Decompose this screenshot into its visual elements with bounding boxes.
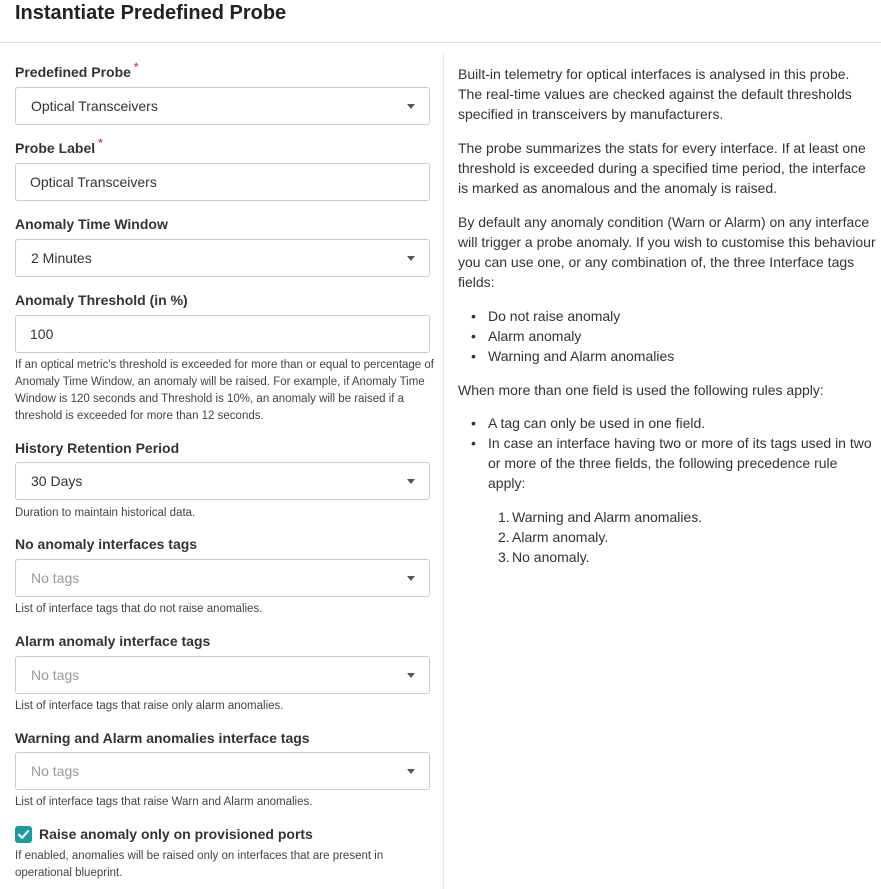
required-marker: *	[133, 60, 139, 74]
history-retention-label: History Retention Period	[15, 440, 180, 456]
provisioned-ports-help: If enabled, anomalies will be raised only on interfaces that are present in operational blueprint.	[15, 850, 384, 879]
header-divider	[0, 42, 881, 43]
list-text: Alarm anomaly.	[512, 529, 609, 545]
anomaly-threshold-help: If an optical metric's threshold is exceeded for more than or equal to percentage of Anomaly Time Window, an anomaly will be raised. For example, if Anomaly Time Window is 120 seconds and Threshold is 10%, an anomaly will be raised if a threshold is exceeded for more than 12 seconds.	[15, 359, 434, 422]
provisioned-ports-label[interactable]: Raise anomaly only on provisioned ports	[39, 826, 313, 842]
list-item: • Alarm anomaly	[458, 326, 876, 346]
description-paragraph-2: The probe summarizes the stats for every interface. If at least one threshold is exceeded during a specified time period, the interface is marked as anomalous and the anomaly is raised.	[458, 140, 866, 196]
history-retention-select[interactable]	[15, 462, 430, 500]
no-anomaly-tags-select[interactable]	[15, 559, 430, 597]
history-retention-help: Duration to maintain historical data.	[15, 507, 196, 519]
anomaly-threshold-label: Anomaly Threshold (in %)	[15, 292, 188, 308]
predefined-probe-label-text: Predefined Probe	[15, 64, 131, 80]
column-divider	[443, 52, 444, 889]
probe-label-label-text: Probe Label	[15, 140, 96, 156]
alarm-anomaly-tags-label: Alarm anomaly interface tags	[15, 633, 211, 649]
probe-label-field[interactable]	[15, 163, 430, 201]
predefined-probe-label	[15, 60, 139, 80]
anomaly-threshold-field[interactable]	[15, 315, 430, 353]
list-text: No anomaly.	[512, 549, 590, 565]
list-item: • In case an interface having two or more of its tags used in two or more of the three fields, the following precedence rule apply:	[458, 433, 876, 493]
anomaly-time-window-label: Anomaly Time Window	[15, 216, 168, 232]
alarm-anomaly-tags-select[interactable]	[15, 656, 430, 694]
tag-fields-list	[458, 306, 876, 366]
chevron-down-icon	[407, 576, 415, 581]
anomaly-time-window-select[interactable]	[15, 239, 430, 277]
precedence-list	[458, 507, 876, 567]
alarm-anomaly-tags-help: List of interface tags that raise only alarm anomalies.	[15, 700, 284, 712]
no-anomaly-tags-help: List of interface tags that do not raise anomalies.	[15, 603, 263, 615]
provisioned-ports-checkbox[interactable]	[15, 826, 32, 843]
page-title: Instantiate Predefined Probe	[15, 2, 287, 24]
list-number: 1.	[498, 509, 510, 525]
checkmark-icon	[17, 828, 30, 841]
warning-alarm-tags-help: List of interface tags that raise Warn and Alarm anomalies.	[15, 796, 313, 808]
description-paragraph-1: Built-in telemetry for optical interfaces is analysed in this probe. The real-time values are checked against the default thresholds specified in transceivers by manufacturers.	[458, 66, 852, 122]
warning-alarm-tags-placeholder: No tags	[31, 763, 80, 779]
anomaly-threshold-input[interactable]	[16, 316, 429, 352]
chevron-down-icon	[407, 769, 415, 774]
anomaly-time-window-value: 2 Minutes	[31, 250, 92, 266]
rules-list	[458, 413, 876, 493]
description-paragraph-4: When more than one field is used the following rules apply:	[458, 382, 824, 398]
list-number: 3.	[498, 549, 510, 565]
probe-label-label	[15, 136, 103, 156]
no-anomaly-tags-label: No anomaly interfaces tags	[15, 536, 198, 552]
list-text: Warning and Alarm anomalies.	[512, 509, 703, 525]
list-item: • Warning and Alarm anomalies	[458, 346, 876, 366]
chevron-down-icon	[407, 256, 415, 261]
list-item	[458, 527, 876, 547]
warning-alarm-tags-select[interactable]	[15, 752, 430, 790]
list-item: • Do not raise anomaly	[458, 306, 876, 326]
list-item: • A tag can only be used in one field.	[458, 413, 876, 433]
chevron-down-icon	[407, 479, 415, 484]
list-number: 2.	[498, 529, 510, 545]
alarm-anomaly-tags-placeholder: No tags	[31, 667, 80, 683]
probe-label-input[interactable]	[16, 164, 429, 200]
list-item	[458, 547, 876, 567]
list-item	[458, 507, 876, 527]
warning-alarm-tags-label: Warning and Alarm anomalies interface tags	[15, 730, 310, 746]
description-paragraph-3: By default any anomaly condition (Warn or Alarm) on any interface will trigger a probe anomaly. If you wish to customise this behaviour you can use one, or any combination of, the three Interface tags fields:	[458, 214, 876, 290]
predefined-probe-value: Optical Transceivers	[31, 98, 158, 114]
required-marker: *	[98, 136, 103, 150]
no-anomaly-tags-placeholder: No tags	[31, 570, 80, 586]
chevron-down-icon	[407, 104, 415, 109]
predefined-probe-select[interactable]	[15, 87, 430, 125]
history-retention-value: 30 Days	[31, 473, 83, 489]
chevron-down-icon	[407, 673, 415, 678]
